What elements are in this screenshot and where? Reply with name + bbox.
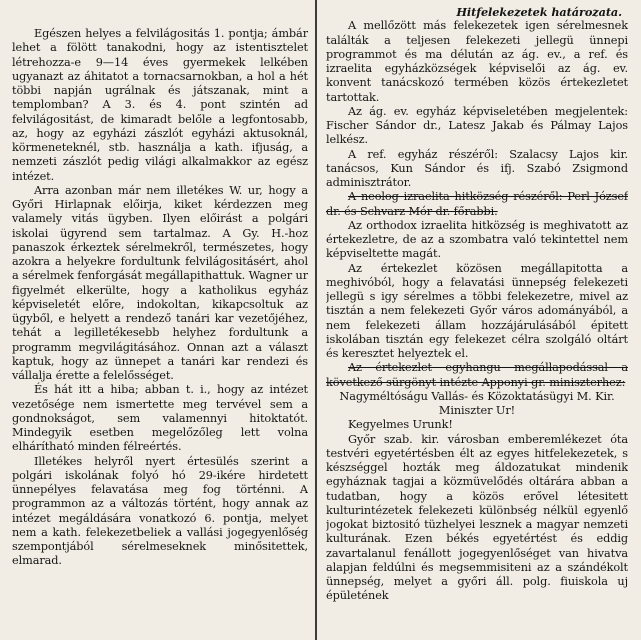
paragraph-12: Győr szab. kir. városban emberemlékezet óta testvéri egyetértésben élt az egyes hitfelekezetek, s készséggel hozták meg áldozatukat mindenik egyháznak tagjai a közmüvelődés oltárára abban a tudatban, hogy a közös erővel létesitett kulturintézetek felekezeti különbség nélkül egyenlő jogokat biztositó tüzhelyei lesznek a magyar nemzeti kulturának. Ezen békés egyetértést és eddig zavartalanul fenállott jogegyenlőséget van hivatva alapjan feldúlni és megsemmisiteni az a szándékolt ünnepség, melyet a győri áll. polg. fiuiskola uj épületének <box>326 432 628 603</box>
paragraph-3: És hát itt a hiba; abban t. i., hogy az intézet vezetősége nem ismertette meg tervével sem a gondnokságot, sem valamennyi hitoktatót. Mindegyik esetben megelőzőleg lett volna elhárítható minden félreértés. <box>12 383 308 454</box>
paragraph-11: Az értekezlet egyhangu megállapodással a következő sürgönyt intézte Apponyi gr. miniszterhez: <box>326 361 628 389</box>
paragraph-2: Arra azonban már nem illetékes W. ur, hogy a Győri Hirlapnak előirja, kiket kérdezzen meg valamely vitás ügyben. Ilyen előirást a polgári iskolai ügyrend sem tartalmaz. A Gy. H.-hoz panaszok érkeztek sérelmekről, természetes, hogy azokra a helyekre fordultunk felvilágositásért, ahol a sérelmek fenforgását megállapithattuk. Wagner ur figyelmét elkerülte, hogy a katholikus egyház képviseletét előre, indokoltan, kikapcsoltuk az ügyből, e helyett a rendező tanári kar vezetőjéhez, tehát a legilletékesebb helyhez fordultunk a programm megvilágitásához. Onnan azt a választ kaptuk, hogy az ünnepet a tanári kar rendezi és vállalja érette a felelősséget. <box>12 183 308 382</box>
paragraph-4: Illetékes helyről nyert értesülés szerint a polgári iskolának folyó hó 29-ikére hirdetett ünnepélyes felavatása meg fog történni. A programmon az a változás történt, hogy annak az intézet megáldására vonatkozó 6. pontja, melyet nem a kath. felekezetbeliek a vallási jogegyenlőség szempontjából sérelmeseknek minősitettek, elmarad. <box>12 454 308 568</box>
column-divider <box>315 0 317 640</box>
paragraph-5: A mellőzött más felekezetek igen sérelmesnek találták a teljesen felekezeti jellegü ünnepi programmot és ma délután az ág. ev., a ref. és izraelita egyházközségek képviselői az ág. ev. konvent tanácskozó termében közös értekezletet tartottak. <box>326 19 628 104</box>
paragraph-7: A ref. egyház részéről: Szalacsy Lajos kir. tanácsos, Kun Sándor és ifj. Szabó Zsigmond adminisztrátor. <box>326 147 628 189</box>
left-column <box>12 0 308 640</box>
section-heading: Hitfelekezetek határozata. <box>456 5 622 19</box>
telegram-address: Nagyméltóságu Vallás- és Közoktatásügyi M. Kir. Miniszter Ur! <box>339 389 615 417</box>
right-column <box>326 0 628 640</box>
paragraph-8: A neolog izraelita hitközség részéről: Perl József dr. és Schvarz Mór dr. főrabbi. <box>326 190 628 218</box>
paragraph-1: Egészen helyes a felvilágositás 1. pontja; ámbár lehet a fölött tanakodni, hogy az istentisztelet létrehozza-e 9—14 éves gyermekek lelkében ugyanazt az áhitatot a tornacsarnokban, a hol a hét többi napján ugrálnak és játszanak, mint a templomban? A 3. és 4. pont szintén ad felvilágositást, de kimaradt belőle a legfontosabb, az, hogy az egyházi zászlót egyházi aktusoknál, körmeneteknél, stb. használja a kath. ifjuság, a nemzeti zászlót pedig világi alkalmakkor az egész intézet. <box>12 27 308 183</box>
paragraph-6: Az ág. ev. egyház képviseletében megjelentek: Fischer Sándor dr., Latesz Jakab és Pálmay Lajos lelkész. <box>326 104 628 147</box>
telegram-salutation: Kegyelmes Urunk! <box>348 418 453 432</box>
paragraph-9: Az orthodox izraelita hitközség is meghivatott az értekezletre, de az a szombatra való tekintettel nem képviseltette magát. <box>326 218 628 261</box>
paragraph-10: Az értekezlet közösen megállapitotta a meghivóból, hogy a felavatási ünnepség felekezeti jellegü s igy sérelmes a többi felekezetre, mivel az tisztán a nem felekezeti Győr város adományából, a nem felekezeti állam hozzájárulásából épitett iskolában tisztán egy felekezet célra szolgáló oltárt és keresztet helyeztek el. <box>326 261 628 360</box>
